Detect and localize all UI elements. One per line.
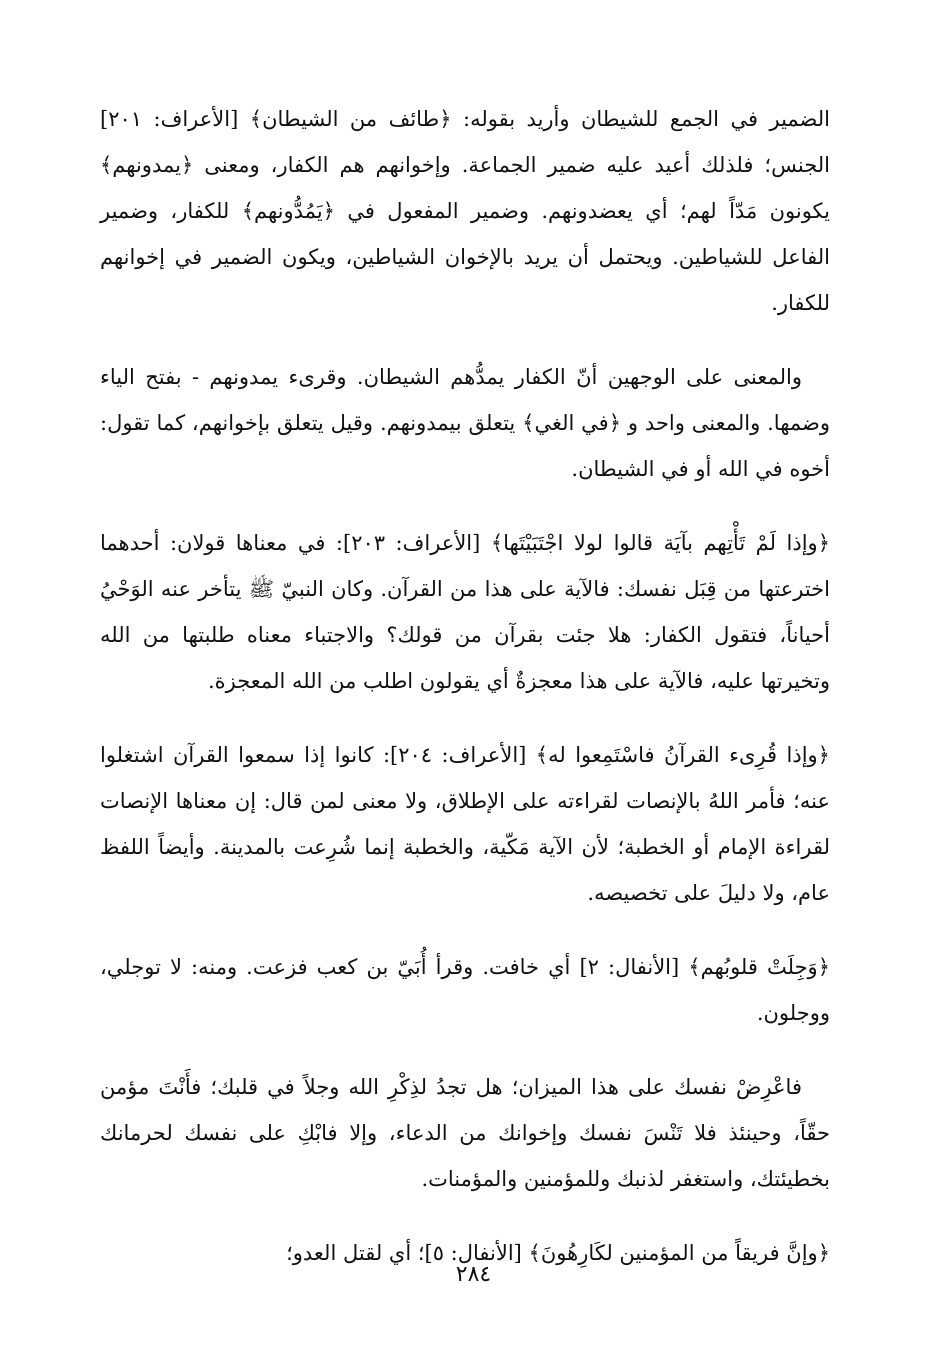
- page-body: [100, 96, 830, 1304]
- paragraph-6: فاعْرِضْ نفسك على هذا الميزان؛ هل تجدُ لذِكْرِ الله وجلاً في قلبك؛ فأَنْتَ مؤمن حقّاً، وحينئذ فلا تَنْسَ نفسك وإخوانك من الدعاء، وإلا فابْكِ على نفسك لحرمانك بخطيئتك، واستغفر لذنبك وللمؤمنين والمؤمنات.: [100, 1075, 830, 1191]
- paragraph-4: ﴿وإذا قُرِىء القرآنُ فاسْتَمِعوا له﴾ [الأعراف: ٢٠٤]: كانوا إذا سمعوا القرآن اشتغلوا عنه؛ فأمر اللهُ بالإنصات لقراءته على الإطلاق، ولا معنى لمن قال: إن معناها الإنصات لقراءة الإمام أو الخطبة؛ لأن الآية مَكّية، والخطبة إنما شُرِعت بالمدينة. وأيضاً اللفظ عام، ولا دليلَ على تخصيصه.: [100, 743, 830, 905]
- paragraph-7: ﴿وإنَّ فريقاً من المؤمنين لكَارِهُونَ﴾ [الأنفال: ٥]؛ أي لقتل العدو؛: [286, 1241, 830, 1265]
- paragraph-2: والمعنى على الوجهين أنّ الكفار يمدُّهم الشيطان. وقرىء يمدونهم - بفتح الياء وضمها. والمعنى واحد و ﴿في الغي﴾ يتعلق بيمدونهم. وقيل يتعلق بإخوانهم، كما تقول: أخوه في الله أو في الشيطان.: [100, 365, 830, 481]
- paragraph-5: ﴿وَجِلَتْ قلوبُهم﴾ [الأنفال: ٢] أي خافت. وقرأ أُبَيّ بن كعب فزعت. ومنه: لا توجلي، ووجلون.: [100, 955, 830, 1025]
- paragraph-3: ﴿وإذا لَمْ تَأْتِهم بآيَة قالوا لولا اجْتَبَيْتَها﴾ [الأعراف: ٢٠٣]: في معناها قولان: أحدهما اخترعتها من قِبَل نفسك: فالآية على هذا من القرآن. وكان النبيّ ﷺ يتأخر عنه الوَحْيُ أحياناً، فتقول الكفار: هلا جئت بقرآن من قولك؟ والاجتباء معناه طلبتها من الله وتخيرتها عليه، فالآية على هذا معجزةٌ أي يقولون اطلب من الله المعجزة.: [100, 531, 830, 693]
- page-number: ٢٨٤: [455, 1262, 492, 1287]
- paragraph-1: الضمير في الجمع للشيطان وأريد بقوله: ﴿طائف من الشيطان﴾ [الأعراف: ٢٠١] الجنس؛ فلذلك أعيد عليه ضمير الجماعة. وإخوانهم هم الكفار، ومعنى ﴿يمدونهم﴾ يكونون مَدّاً لهم؛ أي يعضدونهم. وضمير المفعول في ﴿يَمُدُّونهم﴾ للكفار، وضمير الفاعل للشياطين. ويحتمل أن يريد بالإخوان الشياطين، ويكون الضمير في إخوانهم للكفار.: [100, 107, 830, 315]
